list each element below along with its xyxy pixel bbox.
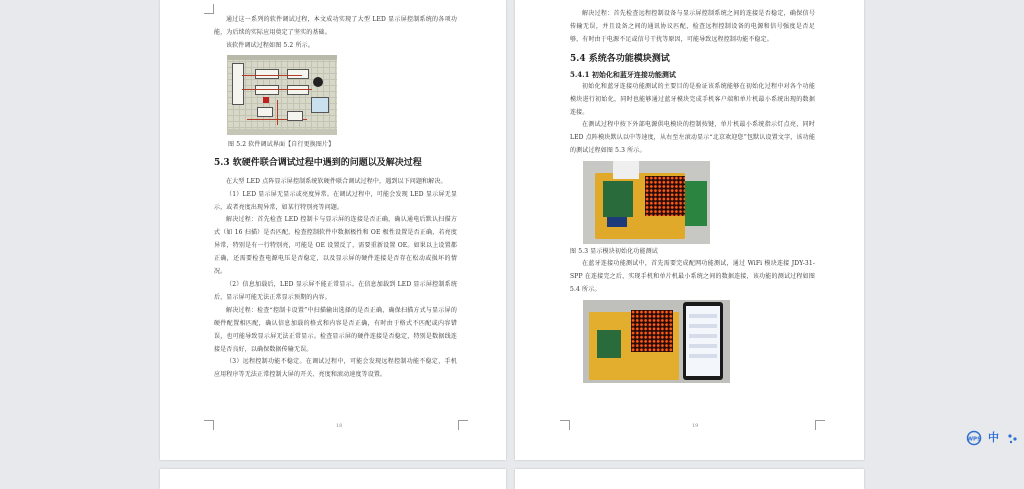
paragraph-wifi-test: 在蓝牙连接功能测试中，首先需要完成配网功能测试，通过 WiFi 模块连接 JDY-31-SPP 在连接完之后，实现手机和单片机最小系统之间的数据连接，该功能的测试过程如图 5.4 所示。 [570, 260, 815, 293]
figure-reference: 该软件调试过程如图 5.2 所示。 [226, 41, 314, 49]
solution-3: 解决过程：首先检查远程控制设备与显示屏控制系统之间的连接是否稳定，确保信号传输无误，并且设备之间的通讯协议匹配，检查远程控制设备的电源和信号强度是否足够，有时由于电源不足或信号干扰等原因，可能导致远程控制功能不稳定。 [570, 10, 815, 43]
problem-1: （1）LED 显示屏无显示或亮度异常。在调试过程中，可能会发现 LED 显示屏无显示，或者亮度出现异常，如某行特别亮等问题。 [214, 190, 457, 211]
paragraph-init-purpose: 初始化和蓝牙连接功能测试的主要目的是验证该系统能够在初始化过程中对各个功能模块进行初始化，同时也能够通过蓝牙模块完成手机客户端和单片机最小系统出现的数据连接。 [570, 82, 815, 116]
init-test-photo [583, 161, 710, 244]
paragraph-init-process: 在测试过程中按下外部电源供电模块的控制按键，单片机最小系统指示灯点亮，同时 LED 点阵模块默认以中等速度，从右至左滚动显示“北京欢迎您”包默认设置文字，该功能的测试过程如图 5.3 所示。 [570, 121, 815, 155]
solution-2: 解决过程：检查“控制卡设置”中扫描输出选择的是否正确，确保扫描方式与显示屏的硬件配置相匹配，确认信息加载的格式和内容是否正确，有时由于格式不匹配或内容错误，也可能导致显示屏无法正常显示。检查显示屏的硬件连接是否稳定，特别是数据线连接是否良好，以确保数据传输无误。 [214, 306, 457, 353]
section-5-4-title: 5.4 系统各功能模块测试 [570, 53, 670, 64]
margin-mark-bottom-right [815, 420, 825, 430]
page-number: 18 [336, 423, 343, 429]
document-page-19 [515, 0, 864, 460]
margin-mark-top-left [204, 4, 214, 14]
subsection-5-4-1-title: 5.4.1 初始化和蓝牙连接功能测试 [570, 69, 676, 79]
section-5-3-title: 5.3 软硬件联合调试过程中遇到的问题以及解决过程 [214, 157, 422, 168]
problem-2: （2）信息加载后，LED 显示屏不能正常显示。在信息加载到 LED 显示屏控制系统后，显示屏可能无法正常显示预期的内容。 [214, 280, 457, 301]
page-number: 19 [692, 423, 699, 429]
language-toggle-button[interactable]: 中 [988, 431, 999, 444]
svg-text:WPS: WPS [966, 436, 982, 443]
bluetooth-test-photo [583, 300, 730, 383]
figure-5-2-caption: 图 5.2 软件调试界面【自行更换图片】 [228, 140, 335, 148]
margin-mark-bottom-left [204, 420, 214, 430]
document-page-20 [160, 469, 506, 489]
figure-5-3-caption: 图 5.3 显示模块初始化功能测试 [570, 248, 658, 256]
dots-icon[interactable] [1006, 430, 1020, 446]
floating-toolbar [966, 430, 1024, 446]
margin-mark-bottom-right [458, 420, 468, 430]
paragraph-overview: 在大型 LED 点阵显示屏控制系统软硬件联合调试过程中，遇到以下问题和解决。 [226, 177, 447, 185]
page-19-body [570, 8, 815, 383]
page-18-body [214, 14, 457, 382]
solution-1: 解决过程：首先检查 LED 控制卡与显示屏的连接是否正确，确认通电后默认扫描方式（如 16 扫描）是否匹配，检查控制软件中数据极性和 OE 极性设置是否正确，若亮度异常，特别是有一行特别亮，可能是 OE 设置反了，需要重新设置 OE。如果以上设置都正确，还需要检查电源电压是否稳定，以及显示屏的硬件连接是否存在松动或损坏的情况。 [214, 216, 457, 276]
document-page-18 [160, 0, 506, 460]
software-debug-figure [227, 55, 337, 135]
ai-assistant-icon[interactable] [966, 430, 982, 446]
problem-3: （3）远程控制功能不稳定。在调试过程中，可能会发现远程控制功能不稳定，手机应用程序等无法正常控制大屏的开关、亮度和滚动速度等设置。 [214, 358, 457, 379]
paragraph-intro: 通过这一系列的软件调试过程，本文成功实现了大型 LED 显示屏控制系统的各项功能，为后续的实际应用奠定了坚实的基础。 [214, 16, 457, 36]
document-page-21 [515, 469, 864, 489]
margin-mark-bottom-left [560, 420, 570, 430]
